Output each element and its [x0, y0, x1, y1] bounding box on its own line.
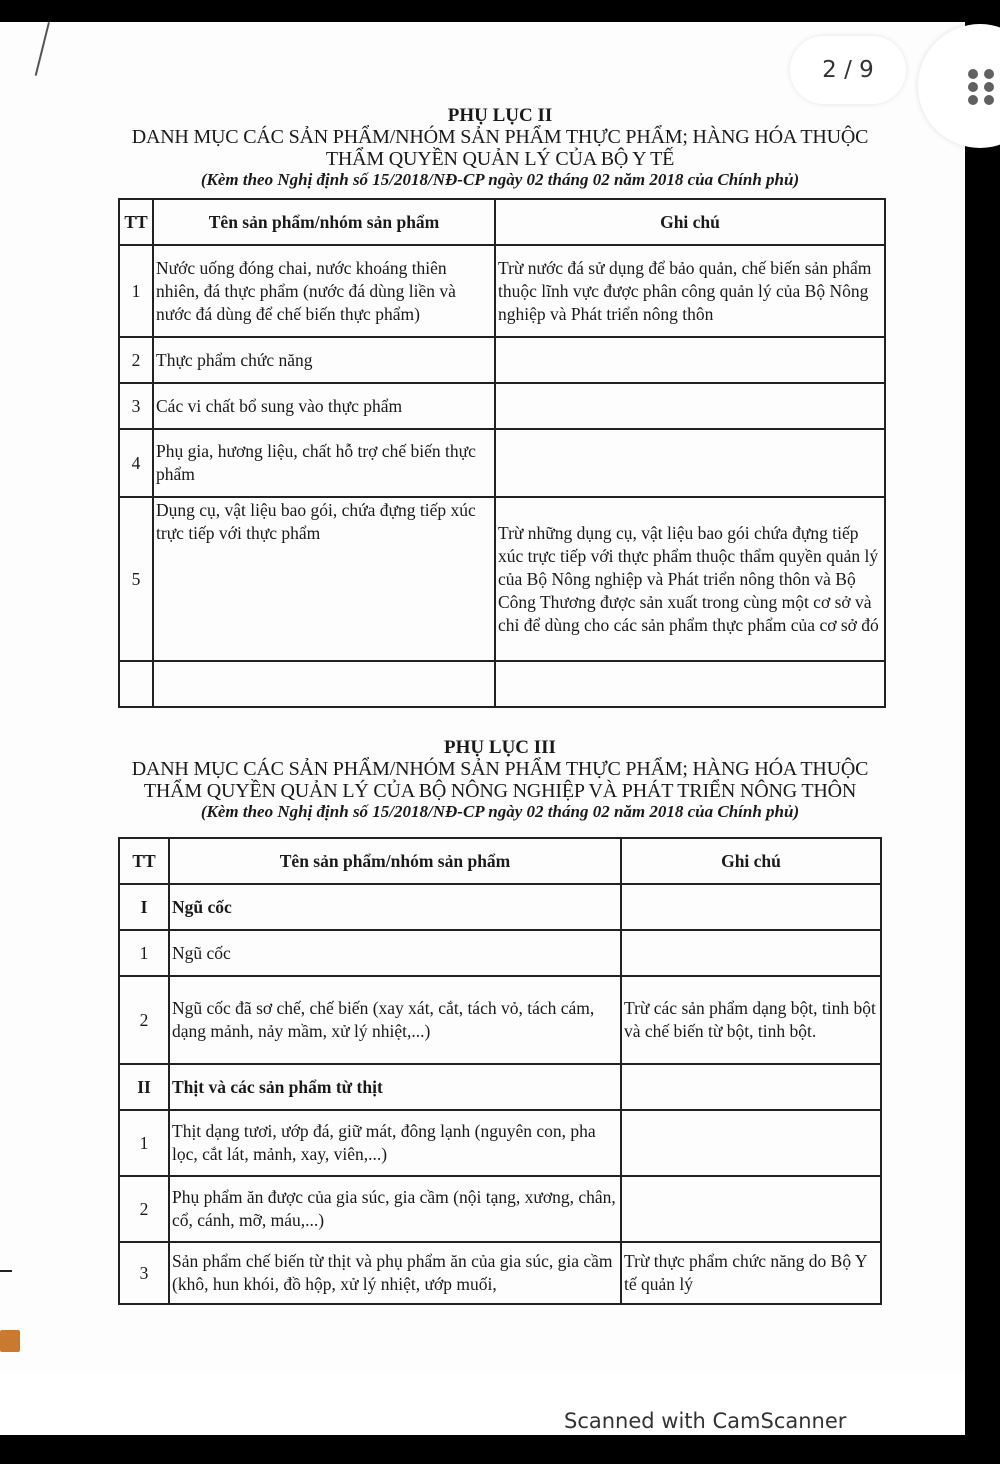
row-note	[621, 884, 881, 930]
row-note	[621, 1064, 881, 1110]
table-row	[119, 1176, 881, 1242]
paper-margin-mark	[0, 1270, 12, 1272]
row-name: Thịt và các sản phẩm từ thịt	[169, 1064, 621, 1110]
annex2-table	[118, 198, 886, 708]
row-tt: 3	[119, 1242, 169, 1304]
table-row	[119, 1110, 881, 1176]
table-header-row	[119, 838, 881, 884]
table-row	[119, 930, 881, 976]
annex3-table	[118, 837, 882, 1305]
row-tt: 2	[119, 976, 169, 1064]
row-note: Trừ các sản phẩm dạng bột, tinh bột và chế biến từ bột, tinh bột.	[621, 976, 881, 1064]
annex2-heading	[100, 106, 900, 190]
header-note: Ghi chú	[495, 199, 885, 245]
row-note: Trừ thực phẩm chức năng do Bộ Y tế quản lý	[621, 1242, 881, 1304]
row-tt: 2	[119, 337, 153, 383]
row-note	[495, 337, 885, 383]
page-indicator-text: 2 / 9	[822, 57, 874, 83]
table-row	[119, 337, 885, 383]
annex3-title-line2: THẨM QUYỀN QUẢN LÝ CỦA BỘ NÔNG NGHIỆP VÀ PHÁT TRIỂN NÔNG THÔN	[143, 780, 857, 802]
table-row	[119, 497, 885, 661]
row-tt: 4	[119, 429, 153, 497]
row-note: Trừ nước đá sử dụng để bảo quản, chế biến sản phẩm thuộc lĩnh vực được phân công quản lý của Bộ Nông nghiệp và Phát triển nông thôn	[495, 245, 885, 337]
row-tt: 5	[119, 497, 153, 661]
row-note	[621, 1110, 881, 1176]
header-name: Tên sản phẩm/nhóm sản phẩm	[169, 838, 621, 884]
grid-dots-icon	[968, 69, 996, 105]
row-name: Phụ phẩm ăn được của gia súc, gia cầm (nội tạng, xương, chân, cổ, cánh, mỡ, máu,...)	[169, 1176, 621, 1242]
header-note: Ghi chú	[621, 838, 881, 884]
paper-stain	[0, 1330, 20, 1352]
row-name: Dụng cụ, vật liệu bao gói, chứa đựng tiếp xúc trực tiếp với thực phẩm	[153, 497, 495, 661]
row-name: Ngũ cốc	[169, 884, 621, 930]
row-name: Các vi chất bổ sung vào thực phẩm	[153, 383, 495, 429]
row-name	[153, 661, 495, 707]
row-name: Thịt dạng tươi, ướp đá, giữ mát, đông lạnh (nguyên con, pha lọc, cắt lát, mảnh, xay, viên,...)	[169, 1110, 621, 1176]
annex3-heading	[100, 738, 900, 822]
row-note	[495, 383, 885, 429]
table-row	[119, 383, 885, 429]
row-tt: 1	[119, 1110, 169, 1176]
row-note	[495, 661, 885, 707]
paper-edge-mark	[35, 22, 50, 76]
table-row	[119, 245, 885, 337]
table-row	[119, 429, 885, 497]
row-tt: 2	[119, 1176, 169, 1242]
row-name: Phụ gia, hương liệu, chất hỗ trợ chế biến thực phẩm	[153, 429, 495, 497]
row-name: Nước uống đóng chai, nước khoáng thiên nhiên, đá thực phẩm (nước đá dùng liền và nước đá dùng để chế biến thực phẩm)	[153, 245, 495, 337]
table-row	[119, 976, 881, 1064]
row-tt: 1	[119, 245, 153, 337]
annex3-title-line1: DANH MỤC CÁC SẢN PHẨM/NHÓM SẢN PHẨM THỰC PHẨM; HÀNG HÓA THUỘC	[131, 758, 869, 780]
table-row-empty	[119, 661, 885, 707]
annex3-label: PHỤ LỤC III	[444, 737, 556, 758]
annex2-title-line1: DANH MỤC CÁC SẢN PHẨM/NHÓM SẢN PHẨM THỰC PHẨM; HÀNG HÓA THUỘC	[131, 126, 869, 148]
row-tt	[119, 661, 153, 707]
table-header-row	[119, 199, 885, 245]
header-name: Tên sản phẩm/nhóm sản phẩm	[153, 199, 495, 245]
row-name: Sản phẩm chế biến từ thịt và phụ phẩm ăn của gia súc, gia cầm (khô, hun khói, đồ hộp, xử lý nhiệt, ướp muối,	[169, 1242, 621, 1304]
row-tt: 1	[119, 930, 169, 976]
table-row-group	[119, 884, 881, 930]
row-note: Trừ những dụng cụ, vật liệu bao gói chứa đựng tiếp xúc trực tiếp với thực phẩm thuộc thẩm quyền quản lý của Bộ Nông nghiệp và Phát triển nông thôn và Bộ Công Thương được sản xuất trong cùng một cơ sở và chỉ để dùng cho các sản phẩm thực phẩm của cơ sở đó	[495, 497, 885, 661]
scanned-page	[0, 22, 965, 1372]
row-name: Thực phẩm chức năng	[153, 337, 495, 383]
annex3-subtitle: (Kèm theo Nghị định số 15/2018/NĐ-CP ngày 02 tháng 02 năm 2018 của Chính phủ)	[200, 802, 800, 821]
row-name: Ngũ cốc đã sơ chế, chế biến (xay xát, cắt, tách vỏ, tách cám, dạng mảnh, nảy mầm, xử lý nhiệt,...)	[169, 976, 621, 1064]
row-tt: 3	[119, 383, 153, 429]
annex2-label: PHỤ LỤC II	[447, 105, 553, 126]
row-note	[495, 429, 885, 497]
row-note	[621, 930, 881, 976]
table-row-group	[119, 1064, 881, 1110]
row-note	[621, 1176, 881, 1242]
table-row	[119, 1242, 881, 1304]
row-tt: II	[119, 1064, 169, 1110]
scanned-with-label: Scanned with CamScanner	[564, 1409, 847, 1433]
document-viewer[interactable]	[0, 22, 965, 1435]
row-name: Ngũ cốc	[169, 930, 621, 976]
header-tt: TT	[119, 199, 153, 245]
annex2-title-line2: THẨM QUYỀN QUẢN LÝ CỦA BỘ Y TẾ	[325, 148, 675, 170]
row-tt: I	[119, 884, 169, 930]
page-indicator	[790, 36, 906, 104]
annex2-subtitle: (Kèm theo Nghị định số 15/2018/NĐ-CP ngày 02 tháng 02 năm 2018 của Chính phủ)	[200, 170, 800, 189]
header-tt: TT	[119, 838, 169, 884]
